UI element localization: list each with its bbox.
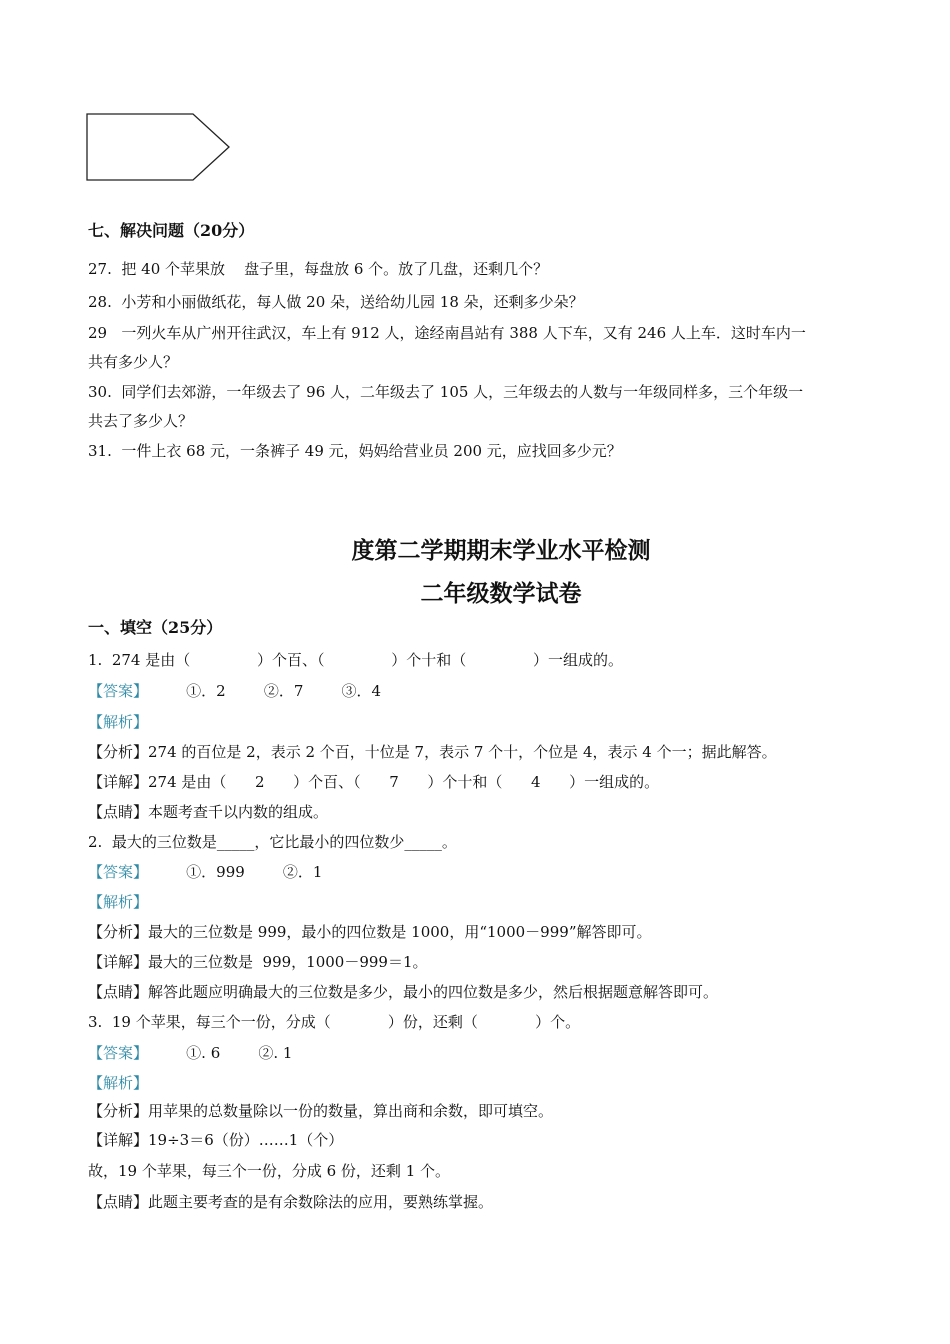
q2-answer: ①．999 ②．1 [148, 863, 323, 881]
q3-answer-row [88, 1043, 292, 1063]
question-28: 28. 小芳和小丽做纸花，每人做 20 朵，送给幼儿园 18 朵，还剩多少朵？ [88, 293, 584, 311]
question-31: 31. 一件上衣 68 元，一条裤子 49 元，妈妈给营业员 200 元，应找回多少元？ [88, 442, 622, 460]
question-30-line2: 共去了多少人？ [88, 412, 194, 430]
q2-answer-row [88, 862, 322, 882]
answer-label: 【答案】 [88, 1044, 149, 1062]
q2-analysis-label: 【解析】 [88, 893, 149, 911]
q3-conclusion: 故，19 个苹果，每三个一份，分成 6 份，还剩 1 个。 [88, 1162, 451, 1180]
section-7-heading: 七、解决问题（20分） [88, 221, 255, 240]
q1-analysis-label: 【解析】 [88, 713, 149, 731]
section-1-heading: 一、填空（25分） [88, 618, 223, 637]
answer-label: 【答案】 [88, 863, 149, 881]
q1-fenxi: 【分析】274 的百位是 2，表示 2 个百，十位是 7，表示 7 个十，个位是 4，表示 4 个一；据此解答。 [88, 743, 777, 761]
exam-subtitle: 二年级数学试卷 [420, 580, 582, 607]
q1-answer: ①．2 ②．7 ③．4 [148, 682, 382, 700]
q3-dianjing: 【点睛】此题主要考查的是有余数除法的应用，要熟练掌握。 [88, 1193, 494, 1211]
q3-answer: ①. 6 ②. 1 [148, 1044, 293, 1062]
q2-dianjing: 【点睛】解答此题应明确最大的三位数是多少，最小的四位数是多少，然后根据题意解答即可。 [88, 983, 719, 1001]
q2-fenxi: 【分析】最大的三位数是 999，最小的四位数是 1000，用“1000－999”解答即可。 [88, 923, 652, 941]
q3-fenxi: 【分析】用苹果的总数量除以一份的数量，算出商和余数，即可填空。 [88, 1102, 554, 1120]
question-30-line1: 30. 同学们去郊游，一年级去了 96 人，二年级去了 105 人，三年级去的人数与一年级同样多，三个年级一 [88, 383, 804, 401]
pentagon-arrow-shape [86, 113, 234, 183]
question-29-line2: 共有多少人？ [88, 353, 179, 371]
question-27: 27. 把 40 个苹果放 盘子里，每盘放 6 个。放了几盘，还剩几个？ [88, 260, 549, 278]
answer-label: 【答案】 [88, 682, 149, 700]
q1-xiangjie: 【详解】274 是由（ 2 ）个百、（ 7 ）个十和（ 4 ）一组成的。 [88, 773, 660, 791]
q2-xiangjie: 【详解】最大的三位数是 999，1000－999＝1。 [88, 953, 428, 971]
q3-xiangjie: 【详解】19÷3＝6（份）……1（个） [88, 1131, 344, 1149]
q1-dianjing: 【点睛】本题考查千以内数的组成。 [88, 803, 329, 821]
exam-title: 度第二学期期末学业水平检测 [351, 537, 651, 564]
q1-answer-row [88, 681, 381, 701]
question-3: 3. 19 个苹果，每三个一份，分成（ ）份，还剩（ ）个。 [88, 1013, 581, 1031]
question-2: 2. 最大的三位数是_____，它比最小的四位数少_____。 [88, 833, 457, 851]
question-29-line1: 29 一列火车从广州开往武汉，车上有 912 人，途经南昌站有 388 人下车，又有 246 人上车．这时车内一 [88, 324, 806, 342]
question-1: 1. 274 是由（ ）个百、（ ）个十和（ ）一组成的。 [88, 651, 624, 669]
q3-analysis-label: 【解析】 [88, 1074, 149, 1092]
